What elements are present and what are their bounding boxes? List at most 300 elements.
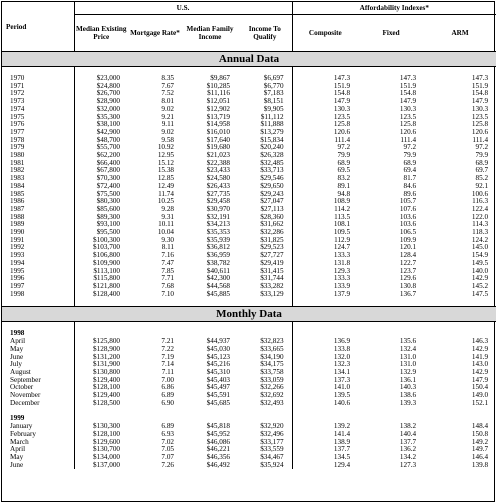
composite-cell: 97.2: [337, 143, 351, 152]
median-price-cell: $129,600: [93, 437, 120, 446]
mortgage-rate-cell: 7.19: [161, 352, 174, 361]
composite-cell: 136.9: [333, 337, 351, 346]
median-price-cell: $128,100: [93, 383, 120, 392]
period-cell: 1970: [2, 75, 74, 83]
period-cell: 1981: [2, 160, 74, 168]
composite-cell: 69.5: [337, 166, 351, 175]
family-income-cell: $45,952: [206, 429, 230, 438]
median-price-cell: $48,700: [96, 135, 120, 144]
arm-cell: 145.2: [471, 281, 489, 290]
mortgage-rate-cell: 6.89: [161, 422, 174, 431]
composite-cell: 139.2: [333, 422, 351, 431]
fixed-cell: 68.9: [403, 158, 417, 167]
arm-cell: 150.8: [471, 429, 489, 438]
fixed-cell: 130.3: [399, 104, 417, 113]
mortgage-rate-cell: 7.71: [161, 274, 174, 283]
composite-cell: 129.3: [333, 266, 351, 275]
family-income-cell: $38,782: [206, 258, 230, 267]
fixed-cell: 81.7: [403, 174, 417, 183]
income-to-qualify-cell: $34,467: [238, 454, 292, 462]
arm-cell: 149.7: [471, 445, 489, 454]
composite-cell: 83.2: [337, 174, 351, 183]
period-cell: 1985: [2, 191, 74, 199]
period-cell: 1983: [2, 175, 74, 183]
table-row: [2, 384, 496, 392]
table-row: [2, 392, 496, 400]
arm-cell: 68.9: [475, 158, 489, 167]
income-to-qualify-cell: $32,496: [238, 431, 292, 439]
arm-cell: 79.9: [475, 151, 489, 160]
mortgage-rate-cell: 10.11: [158, 220, 174, 229]
fixed-cell: 147.3: [399, 74, 417, 82]
income-to-qualify-cell: $31,825: [238, 237, 292, 245]
family-income-cell: $10,285: [206, 81, 230, 90]
period-cell: 1972: [2, 90, 74, 98]
family-income-cell: $26,433: [206, 181, 230, 190]
mortgage-rate-cell: 8.35: [161, 74, 174, 82]
income-to-qualify-cell: $20,240: [238, 144, 292, 152]
col-header-income-to-qualify: Income To Qualify: [238, 15, 292, 52]
table-row: [2, 354, 496, 362]
mortgage-rate-cell: 9.11: [161, 120, 174, 129]
arm-cell: 146.3: [471, 337, 489, 346]
period-cell: 1978: [2, 137, 74, 145]
family-income-cell: $45,216: [206, 360, 230, 369]
table-row: [2, 98, 496, 106]
family-income-cell: $45,497: [206, 383, 230, 392]
income-to-qualify-cell: $33,129: [238, 291, 292, 299]
family-income-cell: $45,818: [206, 422, 230, 431]
family-income-cell: $27,735: [206, 189, 230, 198]
mortgage-rate-cell: 7.52: [161, 89, 174, 98]
fixed-cell: 97.2: [403, 143, 417, 152]
fixed-cell: 131.0: [399, 352, 417, 361]
family-income-cell: $46,086: [206, 437, 230, 446]
median-price-cell: $125,800: [93, 337, 120, 346]
fixed-cell: 132.4: [399, 344, 417, 353]
composite-cell: 137.7: [333, 445, 351, 454]
period-cell: 1988: [2, 214, 74, 222]
income-to-qualify-cell: $33,713: [238, 167, 292, 175]
income-to-qualify-cell: $13,279: [238, 129, 292, 137]
mortgage-rate-cell: 11.74: [158, 189, 174, 198]
mortgage-rate-cell: 6.90: [161, 398, 174, 407]
table-row: [2, 244, 496, 252]
median-price-cell: $24,800: [96, 81, 120, 90]
us-group-header: U.S.: [74, 2, 292, 15]
median-price-cell: $130,300: [93, 422, 120, 431]
period-cell: April: [2, 446, 74, 454]
composite-cell: 89.1: [337, 181, 351, 190]
composite-cell: 133.3: [333, 274, 351, 283]
mortgage-rate-cell: 9.02: [161, 104, 174, 113]
period-cell: July: [2, 361, 74, 369]
table-row: [2, 338, 496, 346]
arm-cell: 142.9: [471, 274, 489, 283]
period-cell: May: [2, 346, 74, 354]
family-income-cell: $23,433: [206, 166, 230, 175]
table-row: [2, 229, 496, 237]
period-cell: 1989: [2, 221, 74, 229]
table-row: [2, 252, 496, 260]
col-header-mortgage-rate: Mortgage Rate*: [128, 15, 182, 52]
arm-cell: 69.7: [475, 166, 489, 175]
arm-cell: 122.0: [471, 212, 489, 221]
composite-cell: 108.1: [333, 220, 351, 229]
family-income-cell: $35,939: [206, 235, 230, 244]
composite-cell: 147.3: [333, 74, 351, 82]
median-price-cell: $129,400: [93, 375, 120, 384]
fixed-cell: 123.5: [399, 112, 417, 121]
median-price-cell: $23,000: [96, 74, 120, 82]
median-price-cell: $121,800: [93, 281, 120, 290]
mortgage-rate-cell: 10.25: [157, 197, 174, 206]
median-price-cell: $70,300: [96, 174, 120, 183]
arm-cell: 143.0: [471, 360, 489, 369]
period-cell: 1993: [2, 252, 74, 260]
income-to-qualify-cell: $9,905: [238, 106, 292, 114]
table-row: [2, 191, 496, 199]
mortgage-rate-cell: 7.00: [161, 375, 174, 384]
table-row: [2, 129, 496, 137]
fixed-cell: 138.6: [399, 391, 417, 400]
table-row: [2, 152, 496, 160]
year-label: 1999: [2, 415, 74, 423]
arm-cell: 148.4: [471, 422, 489, 431]
table-row: [2, 377, 496, 385]
period-cell: April: [2, 338, 74, 346]
income-to-qualify-cell: $33,559: [238, 446, 292, 454]
arm-cell: 152.1: [471, 398, 489, 407]
family-income-cell: $45,310: [206, 367, 230, 376]
mortgage-rate-cell: 9.21: [161, 112, 174, 121]
fixed-cell: 136.2: [399, 445, 417, 454]
period-cell: 1994: [2, 260, 74, 268]
arm-cell: 125.8: [471, 120, 489, 129]
table-row: [2, 83, 496, 91]
fixed-cell: 109.9: [399, 235, 417, 244]
median-price-cell: $32,000: [96, 104, 120, 113]
income-to-qualify-cell: $33,665: [238, 346, 292, 354]
median-price-cell: $131,200: [93, 352, 120, 361]
mortgage-rate-cell: 12.85: [157, 174, 174, 183]
table-row: [2, 423, 496, 431]
table-row: [2, 237, 496, 245]
period-cell: 1997: [2, 283, 74, 291]
family-income-cell: $30,970: [206, 204, 230, 213]
income-to-qualify-cell: $33,282: [238, 283, 292, 291]
arm-cell: 142.9: [471, 344, 489, 353]
composite-cell: 141.4: [333, 429, 351, 438]
fixed-cell: 138.2: [399, 422, 417, 431]
table-row: [2, 275, 496, 283]
year-heading-row: [2, 415, 496, 423]
family-income-cell: $45,403: [206, 375, 230, 384]
family-income-cell: $36,812: [206, 243, 230, 252]
arm-cell: 147.3: [471, 74, 489, 82]
family-income-cell: $22,388: [206, 158, 230, 167]
fixed-cell: 120.6: [399, 127, 417, 136]
median-price-cell: $134,000: [93, 452, 120, 461]
fixed-cell: 103.6: [399, 212, 417, 221]
table-row: [2, 206, 496, 214]
family-income-cell: $11,116: [207, 89, 230, 98]
composite-cell: 137.3: [333, 375, 351, 384]
table-row: [2, 446, 496, 454]
mortgage-rate-cell: 8.01: [161, 97, 174, 106]
table-row: [2, 400, 496, 408]
income-to-qualify-cell: $32,266: [238, 384, 292, 392]
mortgage-rate-cell: 15.38: [157, 166, 174, 175]
income-to-qualify-cell: $31,744: [238, 275, 292, 283]
fixed-cell: 103.6: [399, 220, 417, 229]
arm-cell: 118.3: [472, 228, 489, 237]
period-cell: December: [2, 400, 74, 408]
table-row: [2, 361, 496, 369]
income-to-qualify-cell: $32,692: [238, 392, 292, 400]
income-to-qualify-cell: $33,758: [238, 369, 292, 377]
family-income-cell: $21,023: [206, 151, 230, 160]
median-price-cell: $128,900: [93, 344, 120, 353]
mortgage-rate-cell: 7.26: [161, 460, 174, 469]
col-header-fixed: Fixed: [358, 15, 424, 52]
fixed-cell: 134.2: [399, 452, 417, 461]
period-cell: 1973: [2, 98, 74, 106]
period-cell: November: [2, 392, 74, 400]
period-cell: 1974: [2, 106, 74, 114]
income-to-qualify-cell: $27,727: [238, 252, 292, 260]
year-label: 1998: [2, 330, 74, 338]
median-price-cell: $66,400: [96, 158, 120, 167]
arm-cell: 151.9: [471, 81, 489, 90]
fixed-cell: 139.3: [399, 398, 417, 407]
arm-cell: 154.9: [471, 251, 489, 260]
composite-cell: 124.7: [333, 243, 351, 252]
fixed-cell: 136.1: [399, 375, 417, 384]
mortgage-rate-cell: 7.10: [161, 289, 174, 298]
arm-cell: 150.4: [471, 383, 489, 392]
fixed-cell: 154.8: [399, 89, 417, 98]
composite-cell: 140.6: [333, 398, 351, 407]
composite-cell: 133.9: [333, 281, 351, 290]
composite-cell: 151.9: [333, 81, 351, 90]
family-income-cell: $42,300: [206, 274, 230, 283]
median-price-cell: $95,500: [96, 228, 120, 237]
arm-cell: 85.2: [475, 174, 489, 183]
income-to-qualify-cell: $15,834: [238, 137, 292, 145]
fixed-cell: 137.7: [399, 437, 417, 446]
composite-cell: 79.9: [337, 151, 351, 160]
median-price-cell: $129,400: [93, 391, 120, 400]
table-row: [2, 167, 496, 175]
income-to-qualify-cell: $34,190: [238, 354, 292, 362]
mortgage-rate-cell: 9.02: [161, 127, 174, 136]
table-row: [2, 454, 496, 462]
median-price-cell: $35,300: [96, 112, 120, 121]
composite-cell: 131.8: [333, 258, 351, 267]
composite-cell: 133.3: [333, 251, 351, 260]
income-to-qualify-cell: $32,823: [238, 338, 292, 346]
fixed-cell: 125.8: [399, 120, 417, 129]
fixed-cell: 136.7: [399, 289, 417, 298]
arm-cell: 147.9: [471, 97, 489, 106]
median-price-cell: $62,200: [96, 151, 120, 160]
period-cell: 1987: [2, 206, 74, 214]
income-to-qualify-cell: $28,360: [238, 214, 292, 222]
mortgage-rate-cell: 7.07: [161, 452, 174, 461]
median-price-cell: $130,700: [93, 445, 120, 454]
period-cell: August: [2, 369, 74, 377]
mortgage-rate-cell: 15.12: [157, 158, 174, 167]
mortgage-rate-cell: 6.89: [161, 391, 174, 400]
period-cell: 1982: [2, 167, 74, 175]
table-row: [2, 175, 496, 183]
income-to-qualify-cell: $34,175: [238, 361, 292, 369]
fixed-cell: 106.5: [399, 228, 417, 237]
composite-cell: 139.5: [333, 391, 351, 400]
col-header-median-family-income: Median Family Income: [182, 15, 238, 52]
family-income-cell: $45,123: [206, 352, 230, 361]
table-row: [2, 369, 496, 377]
annual-data-title: Annual Data: [2, 52, 496, 67]
period-cell: June: [2, 354, 74, 362]
family-income-cell: $19,680: [206, 143, 230, 152]
monthly-data-section: [2, 307, 496, 469]
median-price-cell: $109,900: [93, 258, 120, 267]
income-to-qualify-cell: $31,662: [238, 221, 292, 229]
family-income-cell: $12,051: [206, 97, 230, 106]
family-income-cell: $46,492: [206, 460, 230, 469]
col-header-composite: Composite: [292, 15, 358, 52]
period-cell: 1975: [2, 114, 74, 122]
arm-cell: 149.0: [471, 391, 489, 400]
composite-cell: 134.1: [333, 367, 351, 376]
family-income-cell: $9,867: [210, 74, 230, 82]
median-price-cell: $85,600: [96, 204, 120, 213]
col-header-median-existing-price: Median Existing Price: [74, 15, 128, 52]
composite-cell: 137.9: [333, 289, 351, 298]
fixed-cell: 105.7: [399, 197, 417, 206]
income-to-qualify-cell: $32,485: [238, 160, 292, 168]
table-row: [2, 121, 496, 129]
median-price-cell: $128,400: [93, 289, 120, 298]
period-cell: 1995: [2, 268, 74, 276]
mortgage-rate-cell: 7.47: [161, 258, 174, 267]
period-cell: October: [2, 384, 74, 392]
arm-cell: 122.4: [471, 204, 489, 213]
fixed-cell: 84.6: [403, 181, 417, 190]
arm-cell: 100.6: [471, 189, 489, 198]
income-to-qualify-cell: $26,328: [238, 152, 292, 160]
period-cell: June: [2, 462, 74, 470]
income-to-qualify-cell: $32,493: [238, 400, 292, 408]
family-income-cell: $46,221: [206, 445, 230, 454]
table-row: [2, 291, 496, 299]
fixed-cell: 130.8: [399, 281, 417, 290]
fixed-cell: 123.7: [399, 266, 417, 275]
family-income-cell: $14,958: [206, 120, 230, 129]
table-row: [2, 260, 496, 268]
fixed-cell: 120.1: [399, 243, 417, 252]
median-price-cell: $28,900: [96, 97, 120, 106]
median-price-cell: $131,900: [93, 360, 120, 369]
period-cell: 1992: [2, 244, 74, 252]
mortgage-rate-cell: 7.02: [161, 437, 174, 446]
median-price-cell: $115,800: [93, 274, 120, 283]
mortgage-rate-cell: 8.11: [161, 243, 174, 252]
composite-cell: 134.5: [333, 452, 351, 461]
median-price-cell: $128,500: [93, 398, 120, 407]
family-income-cell: $45,685: [206, 398, 230, 407]
composite-cell: 132.3: [333, 360, 351, 369]
fixed-cell: 147.9: [399, 97, 417, 106]
mortgage-rate-cell: 9.30: [161, 235, 174, 244]
table-row: [2, 137, 496, 145]
mortgage-rate-cell: 9.58: [161, 135, 174, 144]
arm-cell: 130.3: [471, 104, 489, 113]
composite-cell: 141.0: [333, 383, 351, 392]
income-to-qualify-cell: $11,888: [238, 121, 292, 129]
composite-cell: 147.9: [333, 97, 351, 106]
fixed-cell: 128.4: [399, 251, 417, 260]
arm-cell: 124.2: [471, 235, 489, 244]
composite-cell: 129.4: [333, 460, 351, 469]
median-price-cell: $38,100: [96, 120, 120, 129]
income-to-qualify-cell: $29,419: [238, 260, 292, 268]
fixed-cell: 79.9: [403, 151, 417, 160]
table-row: [2, 75, 496, 83]
income-to-qualify-cell: $6,770: [238, 83, 292, 91]
table-row: [2, 160, 496, 168]
income-to-qualify-cell: $29,546: [238, 175, 292, 183]
composite-cell: 154.8: [333, 89, 351, 98]
mortgage-rate-cell: 12.95: [157, 151, 174, 160]
income-to-qualify-cell: $29,650: [238, 183, 292, 191]
table-row: [2, 106, 496, 114]
annual-data-section: [2, 52, 496, 307]
family-income-cell: $44,937: [206, 337, 230, 346]
mortgage-rate-cell: 7.05: [161, 445, 174, 454]
median-price-cell: $26,700: [96, 89, 120, 98]
affordability-group-header: Affordability Indexes*: [292, 2, 496, 15]
table-row: [2, 431, 496, 439]
period-cell: 1977: [2, 129, 74, 137]
mortgage-rate-cell: 7.16: [161, 251, 174, 260]
median-price-cell: $89,300: [96, 212, 120, 221]
table-row: [2, 462, 496, 470]
period-cell: 1979: [2, 144, 74, 152]
composite-cell: 112.9: [334, 235, 351, 244]
arm-cell: 146.4: [471, 452, 489, 461]
composite-cell: 113.5: [334, 212, 351, 221]
mortgage-rate-cell: 12.49: [157, 181, 174, 190]
fixed-cell: 69.4: [403, 166, 417, 175]
mortgage-rate-cell: 7.14: [161, 360, 174, 369]
table-row: [2, 283, 496, 291]
arm-cell: 114.3: [472, 220, 489, 229]
median-price-cell: $75,500: [96, 189, 120, 198]
income-to-qualify-cell: $8,151: [238, 98, 292, 106]
family-income-cell: $45,030: [206, 344, 230, 353]
income-to-qualify-cell: $31,415: [238, 268, 292, 276]
affordability-table: [2, 2, 496, 469]
period-cell: January: [2, 423, 74, 431]
fixed-cell: 151.9: [399, 81, 417, 90]
col-header-arm: ARM: [424, 15, 496, 52]
composite-cell: 94.8: [337, 189, 351, 198]
period-header: Period: [2, 2, 74, 52]
table-row: [2, 214, 496, 222]
